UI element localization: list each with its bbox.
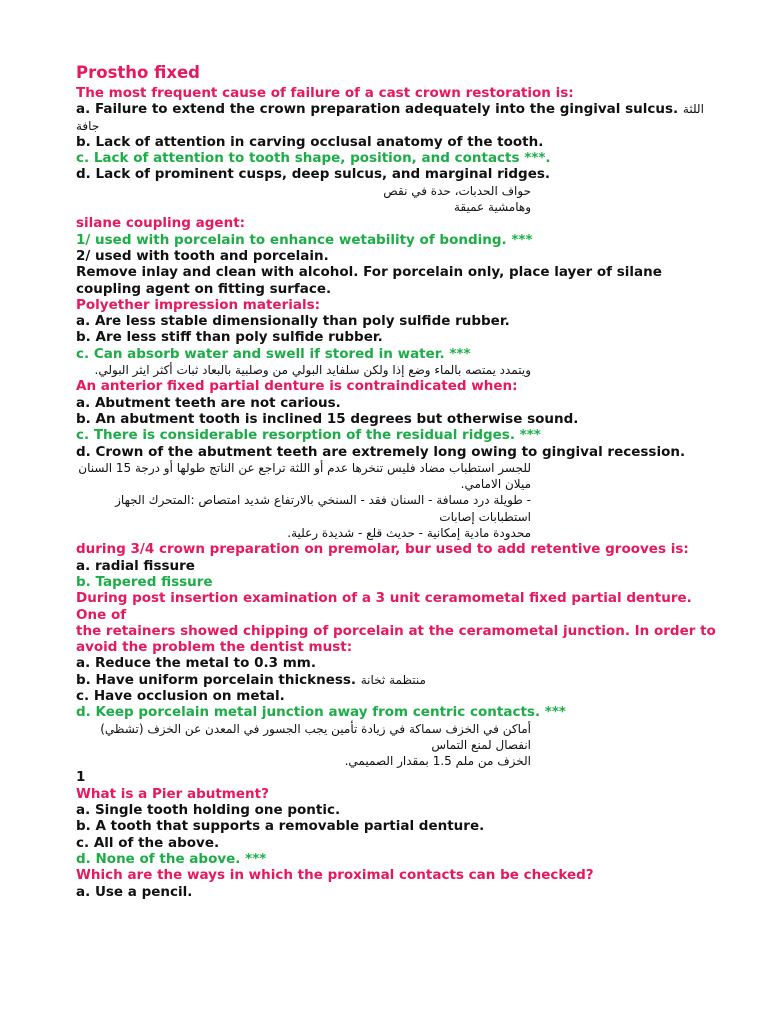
line-text: During post insertion examination of a 3 unit ceramometal fixed partial denture. One of xyxy=(76,590,692,623)
line-text: a. Failure to extend the crown preparation adequately into the gingival sulcus. xyxy=(76,101,679,118)
document-body xyxy=(76,85,716,900)
line-text: a. Abutment teeth are not carious. xyxy=(76,394,341,411)
line-text: 1/ used with porcelain to enhance wetability of bonding. *** xyxy=(76,231,533,248)
line-text: d. Crown of the abutment teeth are extremely long owing to gingival recession. xyxy=(76,443,686,460)
question-text xyxy=(76,215,716,231)
answer-text xyxy=(76,150,716,166)
line-text: An anterior fixed partial denture is contraindicated when: xyxy=(76,378,518,395)
line-text: الخزف من ملم 1.5 بمقدار الصميمي. xyxy=(344,754,531,769)
line-text: c. Can absorb water and swell if stored in water. *** xyxy=(76,345,471,362)
line-text: a. radial fissure xyxy=(76,557,195,574)
line-text: coupling agent on fitting surface. xyxy=(76,280,332,297)
answer-text xyxy=(76,232,716,248)
option-text xyxy=(76,411,716,427)
line-text: b. Lack of attention in carving occlusal anatomy of the tooth. xyxy=(76,133,544,150)
answer-text xyxy=(76,851,716,867)
option-text xyxy=(76,101,716,134)
question-text xyxy=(76,867,716,883)
arabic-inline-note: اللثة جافة xyxy=(76,102,704,133)
question-text xyxy=(76,623,716,639)
arabic-inline-note: منتظمة ثخانة xyxy=(360,672,426,687)
option-text xyxy=(76,248,716,264)
option-text xyxy=(76,329,716,345)
line-text: avoid the problem the dentist must: xyxy=(76,639,353,656)
line-text: محدودة مادية إمكانية - حديث قلع - شديدة رعلية. xyxy=(287,526,531,541)
line-text: حواف الحدبات، حدة في نقص xyxy=(383,183,531,198)
option-text xyxy=(76,818,716,834)
line-text: c. Have occlusion on metal. xyxy=(76,687,285,704)
document-title: Prostho fixed xyxy=(76,63,200,82)
line-text: أماكن في الخزف سماكة في زيادة تأمين يجب الجسور في المعدن عن الخزف (تشظي) انفصال لمنع التماس xyxy=(100,721,531,752)
line-text: b. Are less stiff than poly sulfide rubber. xyxy=(76,329,383,346)
option-text xyxy=(76,655,716,671)
option-text xyxy=(76,134,716,150)
line-text: c. There is considerable resorption of the residual ridges. *** xyxy=(76,427,541,444)
option-text xyxy=(76,688,716,704)
line-text: silane coupling agent: xyxy=(76,215,246,232)
answer-text xyxy=(76,427,716,443)
arabic-note xyxy=(76,721,531,754)
question-text xyxy=(76,378,716,394)
line-text: ويتمدد يمتصه بالماء وضع إذا ولكن سلفايد البولي من وصلبية بالبعاد ثبات أكثر ايثر البولي. xyxy=(94,363,531,378)
question-text xyxy=(76,786,716,802)
option-text xyxy=(76,444,716,460)
line-text: - طويلة درد مسافة - السنان فقد - السنخي بالارتفاع شديد امتصاص :المتحرك الجهاز استطبابات إصابات xyxy=(115,493,531,524)
line-text: Which are the ways in which the proximal contacts can be checked? xyxy=(76,867,594,884)
answer-text xyxy=(76,346,716,362)
line-text: b. Tapered fissure xyxy=(76,573,213,590)
line-text: Remove inlay and clean with alcohol. For porcelain only, place layer of silane xyxy=(76,264,662,281)
line-text: a. Are less stable dimensionally than poly sulfide rubber. xyxy=(76,313,510,330)
arabic-note xyxy=(76,362,531,378)
answer-text xyxy=(76,574,716,590)
line-text: The most frequent cause of failure of a cast crown restoration is: xyxy=(76,85,574,101)
option-text xyxy=(76,884,716,900)
line-text: the retainers showed chipping of porcelain at the ceramometal junction. In order to xyxy=(76,622,716,639)
line-text: c. Lack of attention to tooth shape, position, and contacts ***. xyxy=(76,150,551,167)
line-text: Polyether impression materials: xyxy=(76,296,321,313)
question-text xyxy=(76,297,716,313)
option-text xyxy=(76,264,716,280)
arabic-note xyxy=(76,753,531,769)
option-text xyxy=(76,769,716,785)
arabic-note xyxy=(76,199,531,215)
line-text: a. Use a pencil. xyxy=(76,883,193,900)
line-text: للجسر استطباب مضاد فليس تنخرها عدم أو اللثة تراجع عن الناتج طولها أو درجة 15 السنان ميلان الامامي. xyxy=(78,460,531,492)
line-text: a. Reduce the metal to 0.3 mm. xyxy=(76,655,316,672)
line-text: c. All of the above. xyxy=(76,834,220,851)
option-text xyxy=(76,281,716,297)
option-text xyxy=(76,166,716,182)
arabic-note xyxy=(76,492,531,525)
option-text xyxy=(76,802,716,818)
option-text xyxy=(76,395,716,411)
line-text: b. A tooth that supports a removable partial denture. xyxy=(76,818,485,835)
line-text: What is a Pier abutment? xyxy=(76,785,269,802)
line-text: during 3/4 crown preparation on premolar, bur used to add retentive grooves is: xyxy=(76,541,689,558)
line-text: 2/ used with tooth and porcelain. xyxy=(76,247,329,264)
line-text: 1 xyxy=(76,769,86,786)
arabic-note xyxy=(76,525,531,541)
line-text: b. An abutment tooth is inclined 15 degrees but otherwise sound. xyxy=(76,410,579,427)
line-text: وهامشية عميقة xyxy=(453,200,531,215)
line-text: d. None of the above. *** xyxy=(76,850,267,867)
answer-text xyxy=(76,704,716,720)
line-text: d. Lack of prominent cusps, deep sulcus, and marginal ridges. xyxy=(76,166,551,183)
document-page xyxy=(76,62,716,900)
line-text: d. Keep porcelain metal junction away from centric contacts. *** xyxy=(76,704,566,721)
question-text xyxy=(76,541,716,557)
arabic-note xyxy=(76,183,531,199)
option-text xyxy=(76,672,716,688)
line-text: a. Single tooth holding one pontic. xyxy=(76,802,341,819)
option-text xyxy=(76,558,716,574)
option-text xyxy=(76,313,716,329)
option-text xyxy=(76,835,716,851)
question-text xyxy=(76,639,716,655)
question-text xyxy=(76,85,716,101)
line-text: b. Have uniform porcelain thickness. xyxy=(76,671,357,688)
question-text xyxy=(76,590,716,623)
arabic-note xyxy=(76,460,531,493)
